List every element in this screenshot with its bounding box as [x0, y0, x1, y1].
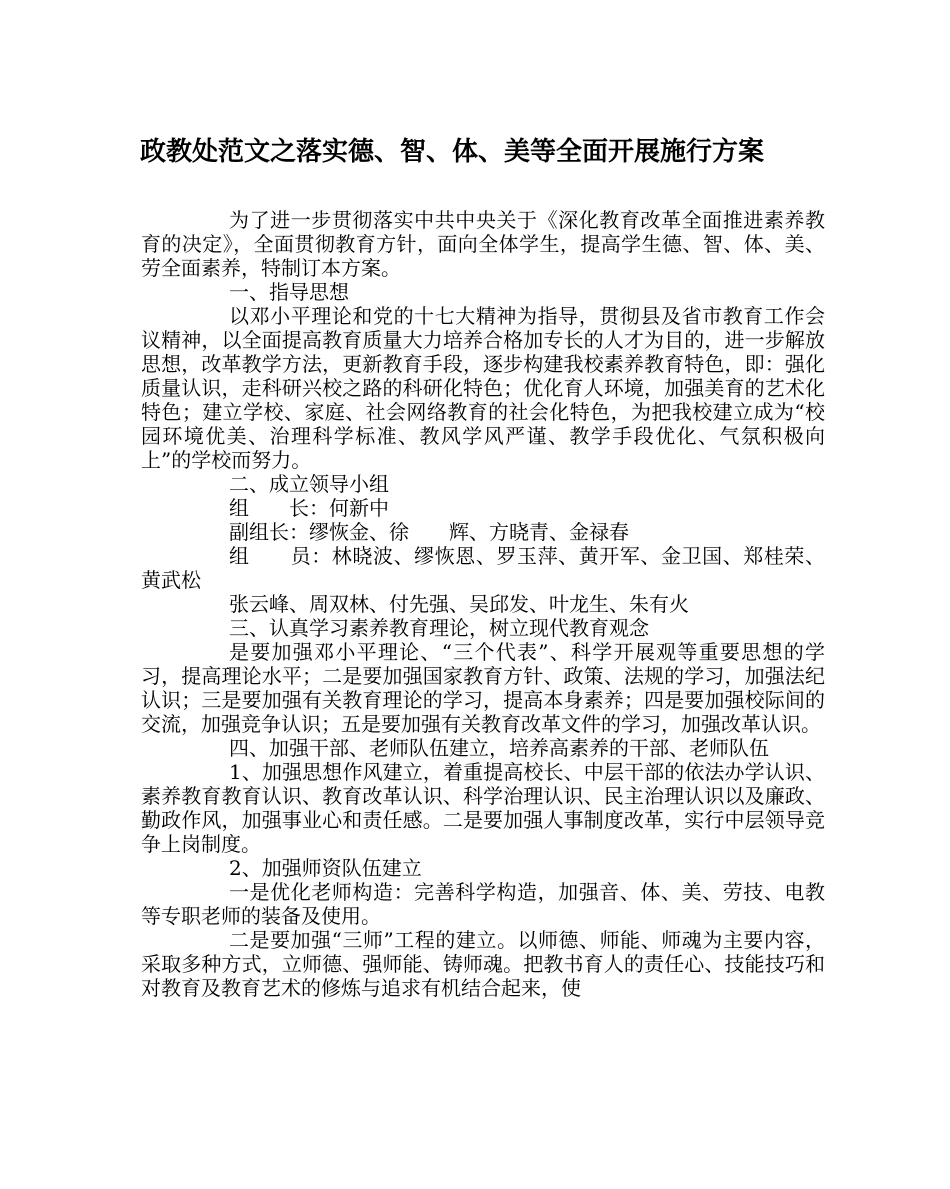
- section-heading-guiding-ideology: 一、指导思想: [229, 280, 349, 304]
- section-heading-staff-building: 四、加强干部、老师队伍建立，培养高素养的干部、老师队伍: [229, 736, 769, 760]
- paragraph-group-members-continued: 张云峰、周双林、付先强、吴邱发、叶龙生、朱有火: [229, 592, 689, 616]
- paragraph-group-members: 组 员：林晓波、缪恢恩、罗玉萍、黄开军、金卫国、郑桂荣、黄武松: [141, 544, 825, 592]
- paragraph-deputy-leaders: 副组长：缪恢金、徐 辉、方晓青、金禄春: [229, 520, 629, 544]
- paragraph-three-teachers-project: 二是要加强“三师”工程的建立。以师德、师能、师魂为主要内容，采取多种方式，立师德、强师能、铸师魂。把教书育人的责任心、技能技巧和对教育及教育艺术的修炼与追求有机结合起来，使: [141, 928, 825, 1000]
- paragraph-guiding-ideology: 以邓小平理论和党的十七大精神为指导，贯彻县及省市教育工作会议精神，以全面提高教育质量大力培养合格加专长的人才为目的，进一步解放思想，改革教学方法，更新教育手段，逐步构建我校素养教育特色，即：强化质量认识，走科研兴校之路的科研化特色；优化育人环境，加强美育的艺术化特色；建立学校、家庭、社会网络教育的社会化特色，为把我校建立成为“校园环境优美、治理科学标准、教风学风严谨、教学手段优化、气氛积极向上”的学校而努力。: [141, 304, 825, 472]
- subheading-teacher-team: 2、加强师资队伍建立: [229, 856, 422, 880]
- section-heading-leadership-group: 二、成立领导小组: [229, 472, 389, 496]
- paragraph-study-theory: 是要加强邓小平理论、“三个代表”、科学开展观等重要思想的学习，提高理论水平；二是要加强国家教育方针、政策、法规的学习，加强法纪认识；三是要加强有关教育理论的学习，提高本身素养；四是要加强校际间的交流，加强竞争认识；五是要加强有关教育改革文件的学习，加强改革认识。: [141, 640, 825, 736]
- document-body: [141, 208, 825, 1000]
- document-title: 政教处范文之落实德、智、体、美等全面开展施行方案: [140, 137, 765, 167]
- paragraph-group-leader: 组 长：何新中: [229, 496, 389, 520]
- paragraph-optimize-structure: 一是优化老师构造：完善科学构造，加强音、体、美、劳技、电教等专职老师的装备及使用。: [141, 880, 825, 928]
- section-heading-study-theory: 三、认真学习素养教育理论，树立现代教育观念: [229, 616, 649, 640]
- paragraph-work-style: 1、加强思想作风建立，着重提高校长、中层干部的依法办学认识、素养教育教育认识、教育改革认识、科学治理认识、民主治理认识以及廉政、勤政作风，加强事业心和责任感。二是要加强人事制度改革，实行中层领导竞争上岗制度。: [141, 760, 825, 856]
- paragraph-intro: 为了进一步贯彻落实中共中央关于《深化教育改革全面推进素养教育的决定》，全面贯彻教育方针，面向全体学生，提高学生德、智、体、美、劳全面素养，特制订本方案。: [141, 208, 825, 280]
